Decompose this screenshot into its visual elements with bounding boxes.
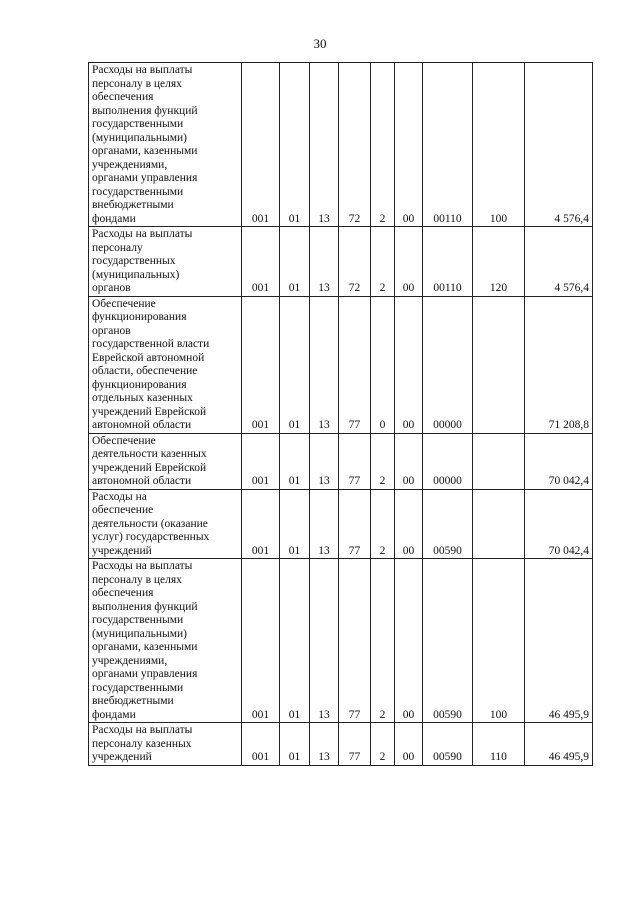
cell-ministry-code: 001 (242, 227, 280, 297)
expense-name-line: Расходы на выплаты (92, 724, 193, 736)
cell-expense-type: 120 (473, 227, 525, 297)
expense-name-line: учреждений (92, 544, 152, 557)
cell-direction: 00590 (423, 723, 473, 766)
expense-name-line: обеспечение (92, 504, 154, 516)
cell-event: 00 (395, 723, 423, 766)
cell-direction: 00110 (423, 227, 473, 297)
expense-name-line: внебюджетными (92, 199, 174, 211)
cell-amount: 46 495,9 (525, 723, 593, 766)
cell-expense-name (89, 723, 242, 766)
expense-name-line: деятельности казенных (92, 448, 207, 460)
cell-program: 77 (339, 489, 371, 559)
cell-section: 01 (280, 433, 310, 489)
table-row (89, 559, 593, 723)
expense-name-line: персоналу в целях (92, 573, 182, 586)
expense-name-line: Обеспечение (92, 434, 156, 447)
cell-expense-name (89, 489, 242, 559)
expense-name-line: государственными (92, 118, 184, 130)
expense-name-line: автономной области (92, 419, 192, 431)
cell-ministry-code: 001 (242, 433, 280, 489)
cell-section: 01 (280, 63, 310, 227)
cell-subsection: 13 (310, 296, 339, 433)
cell-subsection: 13 (310, 63, 339, 227)
cell-subsection: 13 (310, 227, 339, 297)
expense-name-line: Расходы на выплаты (92, 64, 193, 76)
table-row (89, 433, 593, 489)
cell-subprogram: 0 (371, 296, 395, 433)
expense-name-line: выполнения функций (92, 104, 198, 117)
cell-expense-name (89, 559, 242, 723)
expense-name-line: автономной области (92, 475, 192, 487)
expense-name-line: органами управления (92, 172, 198, 184)
cell-event: 00 (395, 227, 423, 297)
expense-name-line: учреждениями, (92, 654, 168, 667)
expense-name-line: услуг) государственных (92, 531, 210, 543)
expense-name-line: органами управления (92, 668, 198, 680)
budget-table (88, 62, 593, 766)
table-row (89, 489, 593, 559)
expense-name-line: государственными (92, 614, 184, 626)
cell-program: 77 (339, 723, 371, 766)
cell-subsection: 13 (310, 433, 339, 489)
expense-name-line: (муниципальных) (92, 268, 180, 281)
cell-ministry-code: 001 (242, 559, 280, 723)
expense-name-line: (муниципальными) (92, 131, 187, 144)
cell-expense-type: 100 (473, 63, 525, 227)
cell-section: 01 (280, 296, 310, 433)
cell-program: 77 (339, 433, 371, 489)
cell-program: 72 (339, 63, 371, 227)
table-row (89, 723, 593, 766)
expense-name-line: органами, казенными (92, 641, 198, 653)
expense-name-line: выполнения функций (92, 600, 198, 613)
expense-name-line: фондами (92, 212, 136, 225)
cell-direction: 00590 (423, 559, 473, 723)
cell-expense-type: 110 (473, 723, 525, 766)
cell-expense-name (89, 63, 242, 227)
expense-name-line: учреждениями, (92, 158, 168, 171)
expense-name-line: внебюджетными (92, 695, 174, 707)
expense-name-line: обеспечения (92, 587, 154, 599)
cell-section: 01 (280, 227, 310, 297)
expense-name-line: органов (92, 282, 131, 294)
expense-name-line: персоналу (92, 241, 143, 254)
expense-name-line: Расходы на выплаты (92, 560, 193, 572)
cell-subprogram: 2 (371, 723, 395, 766)
cell-expense-name (89, 433, 242, 489)
cell-program: 77 (339, 559, 371, 723)
expense-name-line: учреждений (92, 751, 152, 763)
cell-subprogram: 2 (371, 489, 395, 559)
cell-expense-type (473, 433, 525, 489)
cell-ministry-code: 001 (242, 489, 280, 559)
cell-expense-name (89, 296, 242, 433)
expense-name-line: Обеспечение (92, 297, 156, 310)
expense-name-line: Расходы на выплаты (92, 228, 193, 240)
cell-ministry-code: 001 (242, 296, 280, 433)
cell-direction: 00000 (423, 433, 473, 489)
expense-name-line: отдельных казенных (92, 392, 193, 404)
cell-amount: 70 042,4 (525, 489, 593, 559)
cell-program: 72 (339, 227, 371, 297)
cell-direction: 00590 (423, 489, 473, 559)
cell-ministry-code: 001 (242, 723, 280, 766)
cell-amount: 71 208,8 (525, 296, 593, 433)
cell-amount: 70 042,4 (525, 433, 593, 489)
cell-amount: 4 576,4 (525, 227, 593, 297)
cell-subprogram: 2 (371, 433, 395, 489)
cell-program: 77 (339, 296, 371, 433)
expense-name-line: учреждений Еврейской (92, 405, 207, 418)
cell-subprogram: 2 (371, 559, 395, 723)
cell-direction: 00110 (423, 63, 473, 227)
expense-name-line: области, обеспечение (92, 365, 198, 377)
cell-subprogram: 2 (371, 227, 395, 297)
cell-event: 00 (395, 433, 423, 489)
expense-name-line: органами, казенными (92, 145, 198, 157)
cell-amount: 4 576,4 (525, 63, 593, 227)
table-row (89, 296, 593, 433)
cell-section: 01 (280, 559, 310, 723)
cell-subsection: 13 (310, 489, 339, 559)
cell-subprogram: 2 (371, 63, 395, 227)
cell-section: 01 (280, 723, 310, 766)
expense-name-line: органов (92, 324, 131, 337)
expense-name-line: функционирования (92, 378, 187, 391)
cell-subsection: 13 (310, 723, 339, 766)
cell-expense-type: 100 (473, 559, 525, 723)
cell-expense-type (473, 489, 525, 559)
expense-name-line: государственных (92, 255, 176, 267)
expense-name-line: Еврейской автономной (92, 351, 205, 364)
expense-name-line: функционирования (92, 311, 187, 323)
expense-name-line: государственными (92, 681, 184, 694)
expense-name-line: обеспечения (92, 91, 154, 103)
expense-name-line: деятельности (оказание (92, 517, 208, 530)
cell-event: 00 (395, 63, 423, 227)
cell-ministry-code: 001 (242, 63, 280, 227)
expense-name-line: (муниципальными) (92, 627, 187, 640)
cell-direction: 00000 (423, 296, 473, 433)
page-number: 30 (313, 36, 327, 51)
expense-name-line: государственной власти (92, 338, 210, 350)
cell-event: 00 (395, 489, 423, 559)
cell-event: 00 (395, 296, 423, 433)
expense-name-line: персоналу в целях (92, 77, 182, 90)
cell-amount: 46 495,9 (525, 559, 593, 723)
expense-name-line: учреждений Еврейской (92, 461, 207, 474)
cell-event: 00 (395, 559, 423, 723)
cell-expense-type (473, 296, 525, 433)
table-row (89, 227, 593, 297)
expense-name-line: Расходы на (92, 490, 147, 503)
table-row (89, 63, 593, 227)
cell-expense-name (89, 227, 242, 297)
expense-name-line: фондами (92, 708, 136, 721)
cell-subsection: 13 (310, 559, 339, 723)
cell-section: 01 (280, 489, 310, 559)
expense-name-line: персоналу казенных (92, 737, 192, 750)
expense-name-line: государственными (92, 185, 184, 198)
